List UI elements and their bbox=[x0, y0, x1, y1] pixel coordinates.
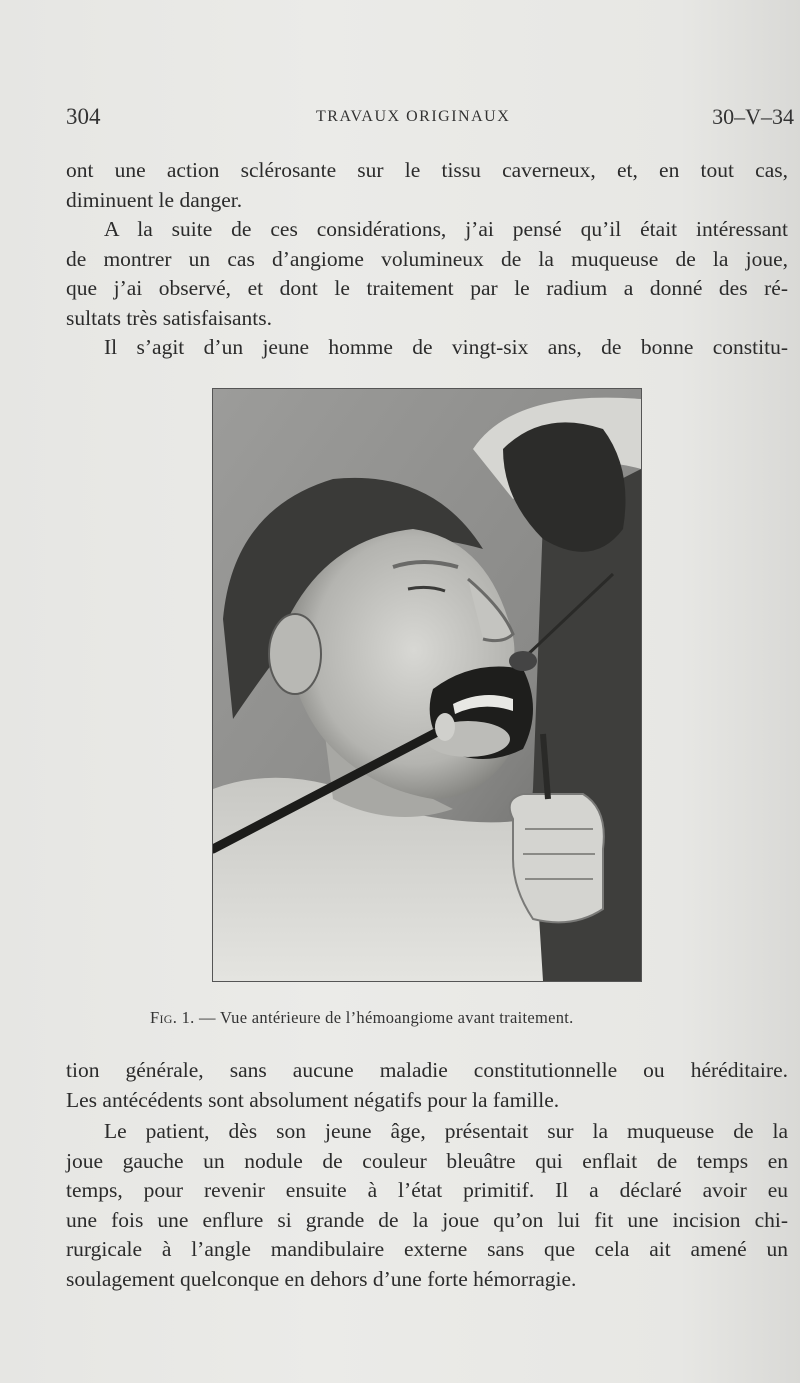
hand bbox=[510, 794, 604, 922]
page-number: 304 bbox=[66, 104, 101, 129]
patient-photo bbox=[213, 389, 641, 981]
text-line: de montrer un cas d’angiome volumineux de la muqueuse de la joue, bbox=[66, 246, 788, 271]
paragraph-continuation bbox=[66, 156, 788, 215]
retractor-tip bbox=[435, 713, 455, 741]
text-line: rurgicale à l’angle mandibulaire externe sans que cela ait amené un bbox=[66, 1237, 788, 1261]
text-line: joue gauche un nodule de couleur bleuâtre qui enflait de temps en bbox=[66, 1148, 788, 1173]
running-header bbox=[66, 104, 794, 134]
text-line: sultats très satisfaisants. bbox=[66, 305, 273, 330]
text-line: Le patient, dès son jeune âge, présentait sur la muqueuse de la bbox=[104, 1119, 788, 1143]
text-line: diminuent le danger. bbox=[66, 187, 243, 212]
paragraph-general-condition bbox=[66, 1056, 788, 1115]
text-line: soulagement quelconque en dehors d’une forte hémorragie. bbox=[66, 1266, 577, 1291]
text-line: que j’ai observé, et dont le traitement par le radium a donné des ré- bbox=[66, 276, 788, 300]
patient-ear bbox=[269, 614, 321, 694]
paragraph-patient-intro bbox=[66, 333, 788, 363]
text-line: ont une action sclérosante sur le tissu caverneux, et, en tout cas, bbox=[66, 158, 788, 182]
text-line: temps, pour revenir ensuite à l’état primitif. Il a déclaré avoir eu bbox=[66, 1178, 788, 1202]
text-line: tion générale, sans aucune maladie constitutionnelle ou héréditaire. bbox=[66, 1058, 788, 1082]
figure-label: Fig. 1. bbox=[150, 1008, 195, 1027]
running-title: TRAVAUX ORIGINAUX bbox=[316, 108, 511, 125]
paragraph-history bbox=[66, 1117, 788, 1294]
text-line: Il s’agit d’un jeune homme de vingt-six ans, de bonne constitu- bbox=[104, 335, 788, 359]
mirror-head bbox=[509, 651, 537, 671]
figure-photograph bbox=[212, 388, 642, 982]
figure-caption-text: — Vue antérieure de l’hémoangiome avant traitement. bbox=[199, 1008, 574, 1027]
paragraph-considerations bbox=[66, 215, 788, 333]
figure-caption bbox=[150, 1008, 730, 1028]
text-line: Les antécédents sont absolument négatifs pour la famille. bbox=[66, 1087, 560, 1112]
text-line: A la suite de ces considérations, j’ai pensé qu’il était intéressant bbox=[104, 217, 788, 241]
text-line: une fois une enflure si grande de la joue qu’on lui fit une incision chi- bbox=[66, 1207, 788, 1232]
issue-date: 30–V–34 bbox=[712, 104, 794, 129]
